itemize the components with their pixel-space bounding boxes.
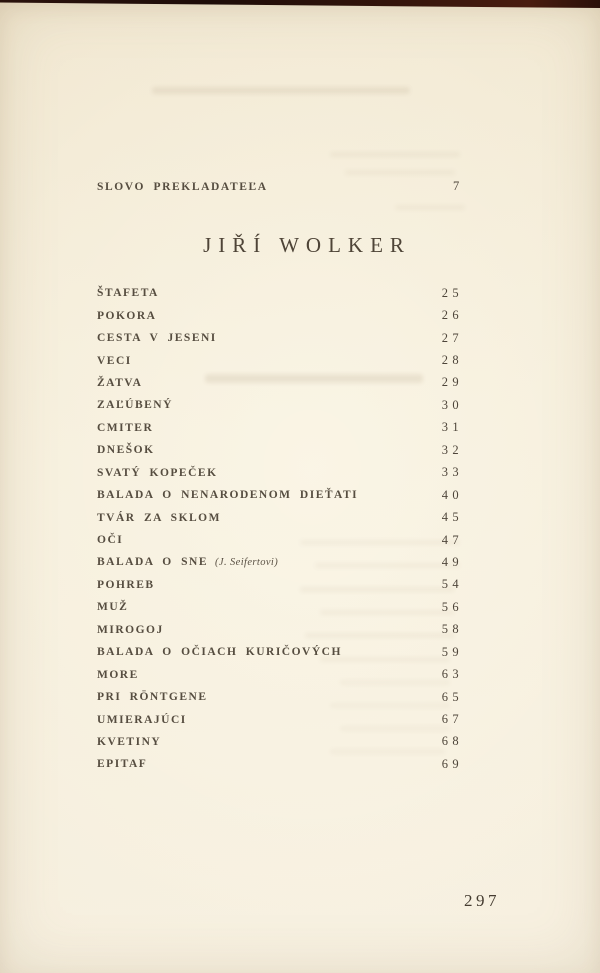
toc-entry — [97, 399, 173, 411]
toc-entry-title: SVATÝ KOPEČEK — [97, 466, 218, 479]
toc-entry — [97, 332, 217, 344]
toc-entry-title: TVÁR ZA SKLOM — [97, 511, 221, 524]
toc-row — [97, 372, 463, 394]
toc-entry — [97, 691, 208, 703]
toc-entry-page-number: 40 — [441, 487, 463, 502]
toc-entry — [97, 646, 342, 658]
toc-entry — [97, 287, 159, 299]
folio-page-number: 297 — [464, 891, 500, 910]
toc-entry-page-number: 45 — [441, 510, 463, 525]
toc-row — [97, 349, 463, 371]
toc-row — [97, 529, 463, 551]
toc-entry-page-number: 65 — [441, 689, 463, 704]
toc-row — [97, 439, 463, 461]
toc-entry — [97, 310, 156, 322]
toc-entry — [97, 579, 155, 591]
toc-row — [97, 394, 463, 416]
toc-list — [97, 282, 463, 776]
showthrough-smudge — [395, 205, 465, 210]
showthrough-smudge — [152, 87, 410, 94]
front-matter-label: SLOVO PREKLADATEĽA — [97, 181, 268, 193]
toc-entry-page-number: 68 — [441, 734, 463, 749]
toc-entry — [97, 422, 153, 434]
toc-entry-title: MIROGOJ — [97, 623, 164, 636]
toc-entry-title: BALADA O OČIACH KURIČOVÝCH — [97, 646, 342, 659]
toc-entry-page-number: 67 — [441, 712, 463, 727]
toc-entry-title: ŠTAFETA — [97, 287, 159, 300]
toc-entry-page-number: 63 — [441, 667, 463, 682]
toc-row — [97, 663, 463, 685]
toc-entry — [97, 377, 142, 389]
toc-row — [97, 551, 463, 573]
showthrough-smudge — [330, 152, 460, 157]
toc-entry-note: (J. Seifertovi) — [215, 557, 279, 569]
toc-row — [97, 304, 463, 326]
toc-entry-title: VECI — [97, 354, 132, 367]
toc-entry-title: UMIERAJÚCI — [97, 713, 187, 726]
toc-row — [97, 641, 463, 663]
toc-entry-title: OČI — [97, 534, 124, 547]
toc-entry-page-number: 47 — [441, 532, 463, 547]
showthrough-smudge — [345, 170, 455, 175]
toc-entry-page-number: 26 — [441, 308, 463, 323]
toc-entry — [97, 489, 358, 501]
toc-entry — [97, 669, 139, 681]
toc-row — [97, 484, 463, 506]
toc-entry-title: DNEŠOK — [97, 444, 155, 457]
toc-entry-page-number: 49 — [441, 554, 463, 569]
toc-entry-title: PRI RÖNTGENE — [97, 691, 208, 704]
toc-entry-page-number: 58 — [441, 622, 463, 637]
toc-row — [97, 282, 463, 304]
toc-row — [97, 731, 463, 753]
toc-entry-page-number: 27 — [441, 330, 463, 345]
toc-entry-page-number: 31 — [441, 420, 463, 435]
toc-entry-title: CMITER — [97, 421, 154, 434]
toc-entry-title: BALADA O SNE — [97, 556, 208, 569]
toc-entry-title: MORE — [97, 668, 139, 681]
toc-row — [97, 596, 463, 618]
toc-entry-title: EPITAF — [97, 758, 148, 771]
toc-entry-title: ZAĽÚBENÝ — [97, 399, 173, 412]
toc-entry — [97, 758, 147, 770]
toc-entry-title: CESTA V JESENI — [97, 332, 217, 345]
toc-entry — [97, 556, 278, 568]
book-cover-edge — [0, 0, 600, 10]
toc-entry-title: POKORA — [97, 309, 157, 322]
toc-entry-title: POHREB — [97, 578, 155, 591]
toc-row — [97, 753, 463, 775]
toc-row — [97, 327, 463, 349]
section-heading: JIŘÍ WOLKER — [203, 233, 411, 257]
toc-entry-page-number: 69 — [441, 756, 463, 771]
toc-row — [97, 619, 463, 641]
toc-entry — [97, 534, 123, 546]
toc-entry-page-number: 33 — [441, 465, 463, 480]
toc-entry — [97, 444, 155, 456]
toc-row — [97, 462, 463, 484]
toc-row — [97, 708, 463, 730]
toc-entry-page-number: 28 — [441, 353, 463, 368]
toc-entry — [97, 736, 161, 748]
toc-entry — [97, 601, 128, 613]
toc-row — [97, 417, 463, 439]
toc-entry-title: KVETINY — [97, 735, 162, 748]
toc-entry-page-number: 32 — [441, 442, 463, 457]
toc-entry — [97, 355, 132, 367]
toc-entry-page-number: 59 — [441, 644, 463, 659]
toc-entry-page-number: 30 — [441, 397, 463, 412]
toc-entry-title: BALADA O NENARODENOM DIEŤATI — [97, 489, 359, 502]
front-matter-page-number: 7 — [453, 179, 463, 193]
toc-entry — [97, 624, 164, 636]
toc-entry-page-number: 29 — [441, 375, 463, 390]
toc-entry — [97, 512, 221, 524]
front-matter-row — [97, 179, 463, 194]
toc-entry-page-number: 25 — [441, 285, 463, 300]
toc-entry — [97, 714, 187, 726]
toc-entry-title: ŽATVA — [97, 376, 143, 389]
toc-row — [97, 686, 463, 708]
toc-entry-title: MUŽ — [97, 601, 129, 614]
toc-entry — [97, 467, 218, 479]
toc-row — [97, 574, 463, 596]
toc-row — [97, 506, 463, 528]
toc-entry-page-number: 56 — [441, 599, 463, 614]
toc-entry-page-number: 54 — [441, 577, 463, 592]
